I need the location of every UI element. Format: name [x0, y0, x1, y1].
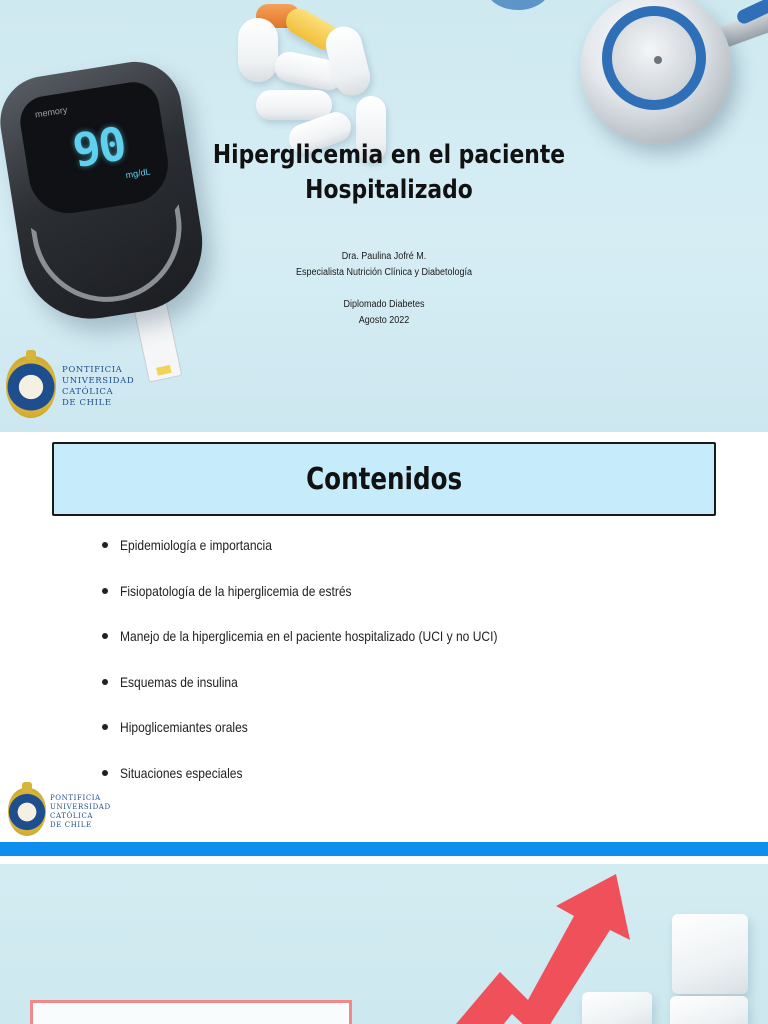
slide-divider	[0, 842, 768, 856]
contents-header	[52, 442, 716, 516]
presentation-title	[200, 138, 578, 208]
list-item	[100, 627, 559, 673]
logo-line: PONTIFICIA	[50, 794, 101, 802]
glucometer-reading: 90	[69, 116, 129, 178]
logo-line: UNIVERSIDAD	[62, 376, 135, 386]
bullet-icon	[102, 633, 108, 639]
logo-line: DE CHILE	[62, 398, 112, 408]
list-item-text: Manejo de la hiperglicemia en el paciente hospitalizado (UCI y no UCI)	[120, 628, 498, 645]
logo-line: PONTIFICIA	[62, 365, 123, 375]
glucometer-icon	[0, 55, 212, 328]
bullet-icon	[102, 724, 108, 730]
glucometer-ring	[31, 204, 193, 312]
bullet-icon	[102, 770, 108, 776]
contents-slide	[0, 432, 768, 842]
glucometer-screen	[17, 78, 174, 218]
contents-list	[100, 536, 559, 810]
title-slide	[0, 0, 768, 432]
stethoscope-center	[654, 56, 662, 64]
contents-title: Contenidos	[305, 461, 463, 497]
sugar-cube	[672, 914, 748, 994]
list-item-text: Epidemiología e importancia	[120, 537, 272, 553]
list-item	[100, 764, 559, 810]
university-crest-icon	[8, 788, 46, 836]
university-logo-small	[8, 788, 111, 836]
university-logo	[6, 356, 134, 418]
white-pill	[238, 18, 278, 82]
university-name	[62, 365, 134, 409]
bullet-icon	[102, 542, 108, 548]
author-name: Dra. Paulina Jofré M.	[341, 251, 427, 262]
bullet-icon	[102, 588, 108, 594]
sugar-cube	[670, 996, 748, 1024]
list-item	[100, 582, 559, 628]
list-item	[100, 673, 559, 719]
presenter-info	[249, 249, 519, 329]
bullet-icon	[102, 679, 108, 685]
stethoscope-ring	[602, 6, 706, 110]
logo-line: DE CHILE	[50, 821, 92, 829]
stethoscope-icon	[580, 0, 732, 144]
list-item-text: Hipoglicemiantes orales	[120, 719, 248, 736]
university-name	[50, 794, 111, 830]
glucometer-memory-label: memory	[34, 104, 68, 120]
logo-line: CATÓLICA	[62, 387, 114, 397]
glucometer-unit: mg/dL	[124, 166, 152, 181]
author-specialty: Especialista Nutrición Clínica y Diabetología	[295, 267, 473, 278]
sugar-cube	[582, 992, 652, 1024]
presentation-date: Agosto 2022	[358, 315, 410, 326]
list-item	[100, 718, 559, 764]
list-item-text: Esquemas de insulina	[120, 673, 238, 690]
title-box	[30, 1000, 352, 1024]
title-line-2: Hospitalizado	[305, 175, 473, 205]
logo-line: CATÓLICA	[50, 812, 94, 820]
university-crest-icon	[6, 356, 56, 418]
list-item-text: Fisiopatología de la hiperglicemia de estrés	[120, 582, 352, 599]
logo-line: UNIVERSIDAD	[50, 803, 111, 811]
title-line-1: Hiperglicemia en el paciente	[212, 140, 566, 170]
list-item-text: Situaciones especiales	[120, 764, 243, 781]
next-slide-preview	[0, 864, 768, 1024]
program-name: Diplomado Diabetes	[343, 299, 425, 310]
blue-cap-decoration	[486, 0, 550, 10]
list-item	[100, 536, 559, 582]
